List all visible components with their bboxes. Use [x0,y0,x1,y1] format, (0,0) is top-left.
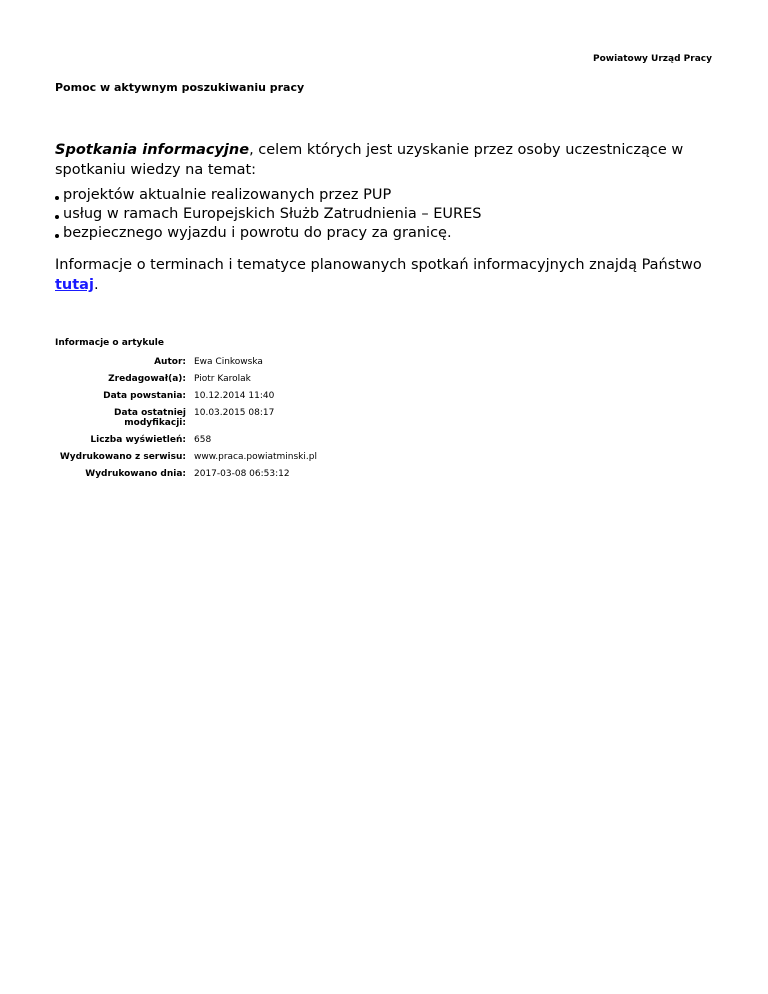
list-item [55,186,715,205]
intro-paragraph [55,140,715,180]
article-content [55,140,715,295]
table-row [55,391,317,408]
list-item-text: usług w ramach Europejskich Służb Zatrudnienia – EURES [63,206,482,222]
bullet-icon [55,234,59,238]
meetings-link[interactable]: tutaj [55,277,94,293]
created-date-label: Data powstania: [103,391,186,401]
modified-date-value: 10.03.2015 08:17 [194,408,275,418]
view-count-label: Liczba wyświetleń: [90,435,186,445]
table-row [55,374,317,391]
topics-list [55,186,715,243]
list-item-text: projektów aktualnie realizowanych przez PUP [63,187,392,203]
info-end: . [93,277,99,293]
list-item [55,205,715,224]
list-item-text: bezpiecznego wyjazdu i powrotu do pracy za granicę. [63,225,452,241]
bullet-icon [55,196,59,200]
intro-emphasis: Spotkania informacyjne [55,142,250,158]
editor-label: Zredagował(a): [108,374,186,384]
author-label: Autor: [154,357,186,367]
intro-text: , celem których jest uzyskanie przez osoby uczestniczące w spotkaniu wiedzy na temat: [55,142,684,178]
table-row [55,452,317,469]
modified-date-label: Data ostatniej modyfikacji: [114,408,186,428]
info-text: Informacje o terminach i tematyce planowanych spotkań informacyjnych znajdą Państwo [55,257,702,273]
article-info-table [55,357,317,486]
bullet-icon [55,215,59,219]
section-title: Pomoc w aktywnym poszukiwaniu pracy [55,81,305,94]
printed-date-value: 2017-03-08 06:53:12 [194,469,290,479]
info-paragraph [55,255,715,295]
printed-from-value: www.praca.powiatminski.pl [194,452,317,462]
organization-name: Powiatowy Urząd Pracy [593,54,712,64]
article-info-heading: Informacje o artykule [55,338,164,348]
view-count-value: 658 [194,435,212,445]
list-item [55,224,715,243]
author-value: Ewa Cinkowska [194,357,263,367]
table-row [55,469,317,486]
table-row [55,408,317,435]
printed-date-label: Wydrukowano dnia: [85,469,186,479]
table-row [55,435,317,452]
table-row [55,357,317,374]
article-info [55,338,317,486]
editor-value: Piotr Karolak [194,374,251,384]
created-date-value: 10.12.2014 11:40 [194,391,275,401]
printed-from-label: Wydrukowano z serwisu: [59,452,186,462]
